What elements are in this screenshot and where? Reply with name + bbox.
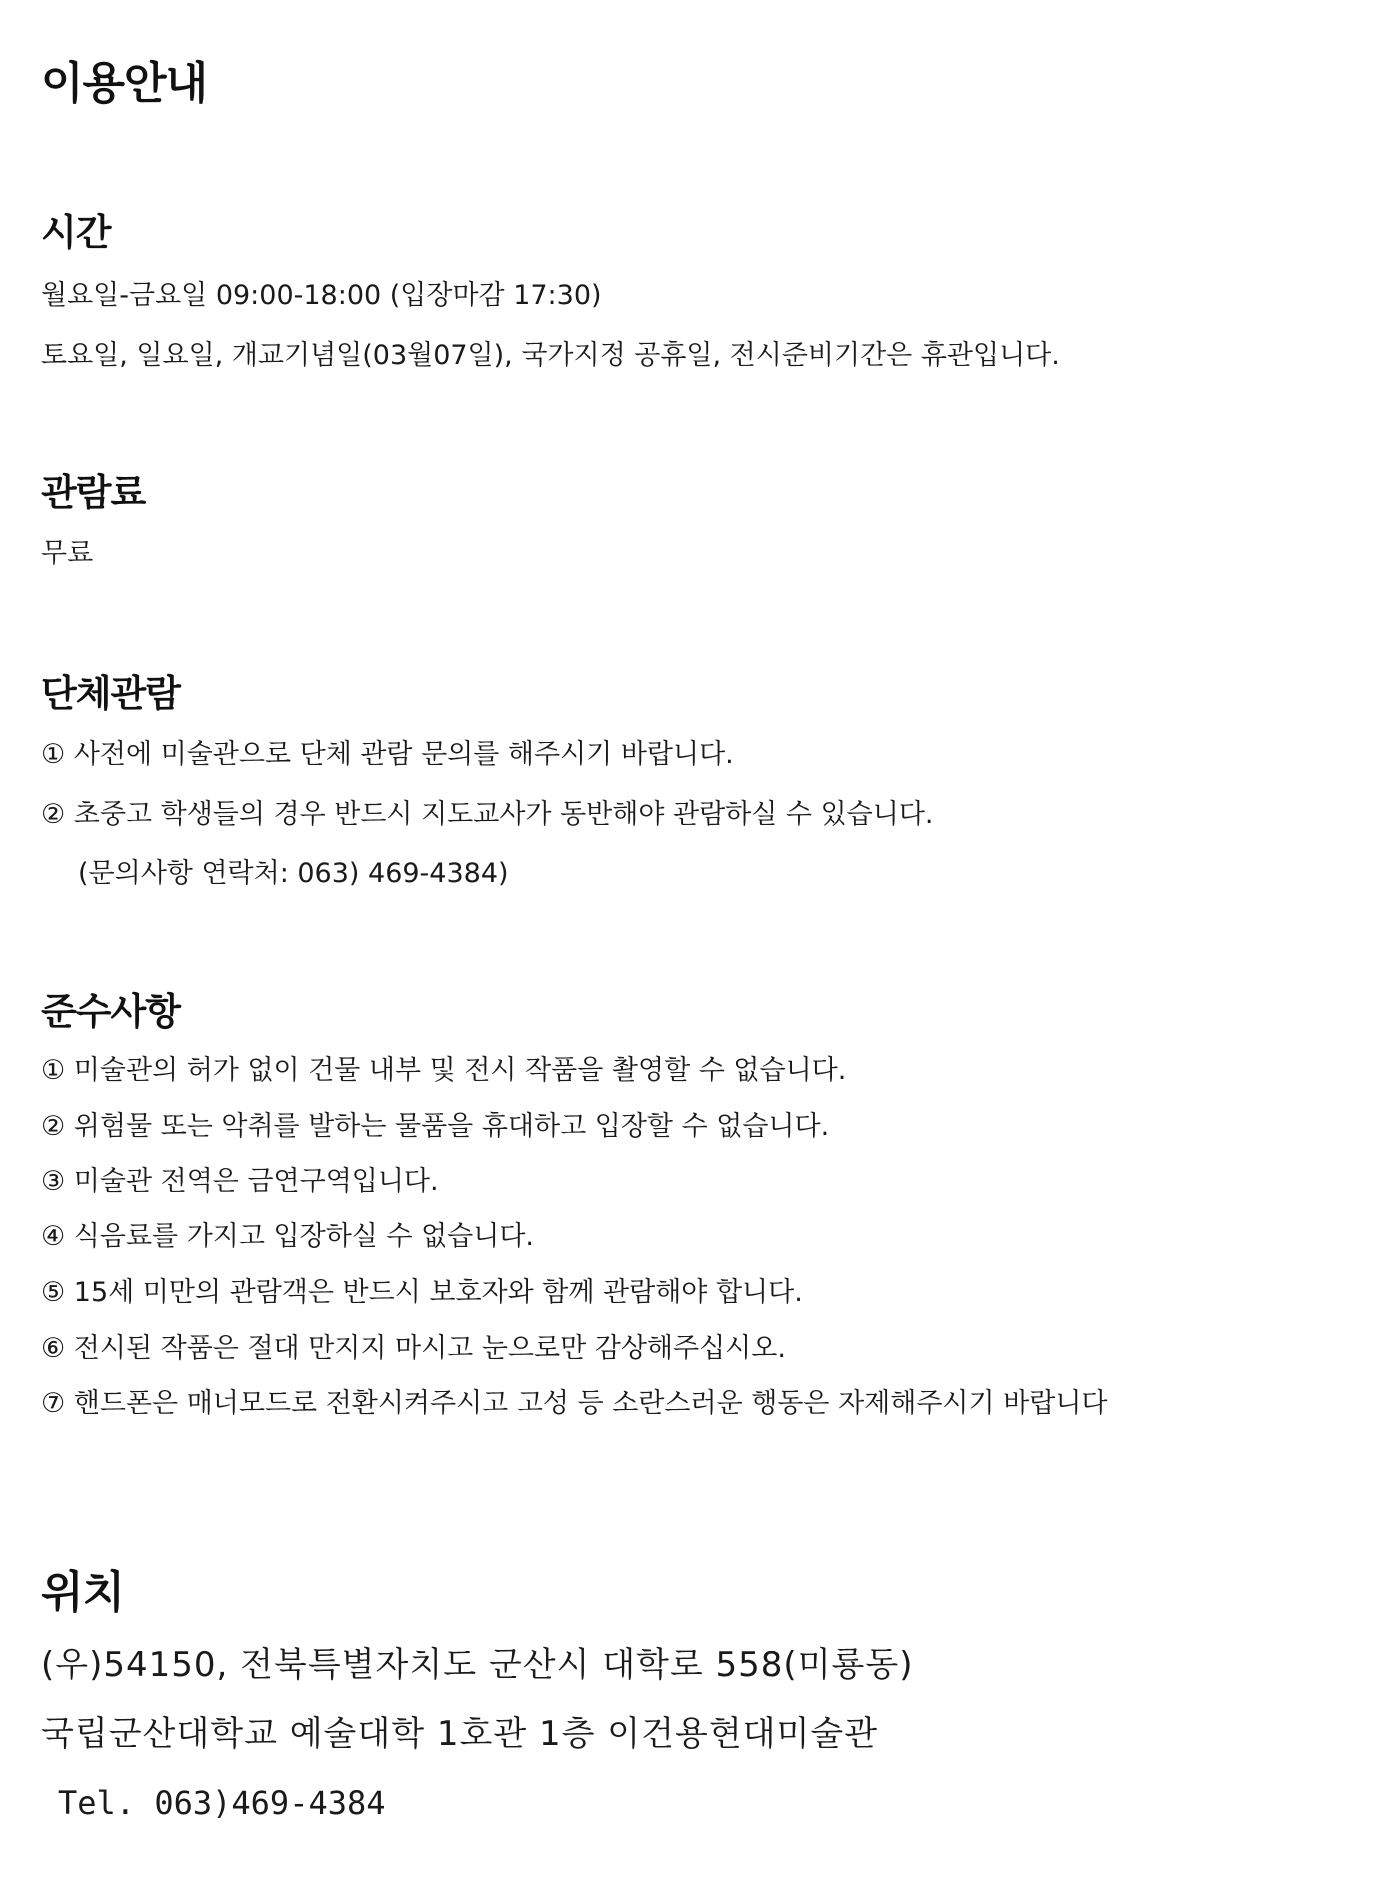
rule-item-2: ② 위험물 또는 악취를 발하는 물품을 휴대하고 입장할 수 없습니다. [41,1111,830,1142]
rule-item-7: ⑦ 핸드폰은 매너모드로 전환시켜주시고 고성 등 소란스러운 행동은 자제해주시기 바랍니다 [41,1388,1108,1419]
group-line-1: ① 사전에 미술관으로 단체 관람 문의를 해주시기 바랍니다. [41,739,734,770]
page-title: 이용안내 [41,58,208,109]
rule-item-6: ⑥ 전시된 작품은 절대 만지지 마시고 눈으로만 감상해주십시오. [41,1333,786,1364]
location-tel: Tel. 063)469-4384 [58,1784,386,1822]
section-heading-group: 단체관람 [41,672,180,715]
rule-item-4: ④ 식음료를 가지고 입장하실 수 없습니다. [41,1221,535,1252]
time-line-closed: 토요일, 일요일, 개교기념일(03월07일), 국가지정 공휴일, 전시준비기간은 휴관입니다. [41,340,1060,371]
rule-item-1: ① 미술관의 허가 없이 건물 내부 및 전시 작품을 촬영할 수 없습니다. [41,1055,847,1086]
section-heading-time: 시간 [41,211,111,254]
fee-line: 무료 [41,538,94,569]
group-line-contact: (문의사항 연락처: 063) 469-4384) [78,858,509,889]
location-address: (우)54150, 전북특별자치도 군산시 대학로 558(미룡동) [41,1645,914,1685]
rule-item-3: ③ 미술관 전역은 금연구역입니다. [41,1166,439,1197]
time-line-hours: 월요일-금요일 09:00-18:00 (입장마감 17:30) [41,280,602,311]
section-heading-rules: 준수사항 [41,990,180,1033]
section-heading-location: 위치 [41,1567,125,1618]
section-heading-fee: 관람료 [41,471,146,514]
rule-item-5: ⑤ 15세 미만의 관람객은 반드시 보호자와 함께 관람해야 합니다. [41,1277,803,1308]
group-line-2: ② 초중고 학생들의 경우 반드시 지도교사가 동반해야 관람하실 수 있습니다. [41,799,934,830]
location-building: 국립군산대학교 예술대학 1호관 1층 이건용현대미술관 [41,1714,879,1754]
